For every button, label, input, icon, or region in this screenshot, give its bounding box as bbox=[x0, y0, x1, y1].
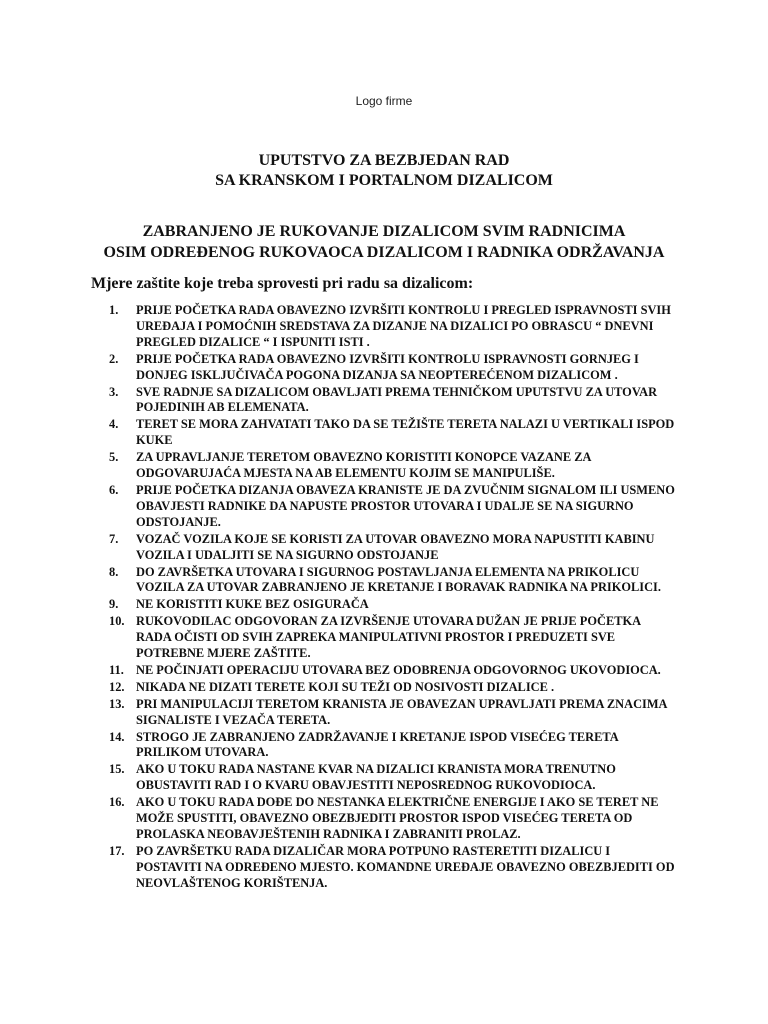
rule-number: 14. bbox=[109, 729, 125, 744]
rule-text: NIKADA NE DIZATI TERETE KOJI SU TEŽI OD NOSIVOSTI DIZALICE . bbox=[136, 679, 555, 694]
rule-item-16 bbox=[0, 795, 676, 843]
rule-number: 13. bbox=[109, 696, 125, 711]
rule-number: 6. bbox=[109, 482, 119, 497]
rule-number: 2. bbox=[109, 351, 119, 366]
rule-text: NE POČINJATI OPERACIJU UTOVARA BEZ ODOBRENJA ODGOVORNOG UKOVODIOCA. bbox=[136, 662, 661, 677]
rule-item-4 bbox=[0, 417, 676, 449]
rule-number: 12. bbox=[109, 679, 125, 694]
document-title-line-2: SA KRANSKOM I PORTALNOM DIZALICOM bbox=[215, 172, 553, 189]
rule-item-1 bbox=[0, 303, 676, 351]
rule-text: AKO U TOKU RADA NASTANE KVAR NA DIZALICI KRANISTA MORA TRENUTNO OBUSTAVITI RAD I O KVARU OBAVJESTITI NEPOSREDNOG RUKOVODIOCA. bbox=[136, 762, 616, 793]
rule-item-2 bbox=[0, 352, 676, 384]
rule-number: 4. bbox=[109, 417, 119, 432]
rule-text: AKO U TOKU RADA DOĐE DO NESTANKA ELEKTRIČNE ENERGIJE I AKO SE TERET NE MOŽE SPUSTITI, OBAVEZNO OBEZBJEDITI PROSTOR ISPOD VISEĆEG TERETA OD PROLASKA NEOBAVJEŠTENIH RADNIKA I ZABRANITI PROLAZ. bbox=[136, 795, 659, 841]
rule-text: PRI MANIPULACIJI TERETOM KRANISTA JE OBAVEZAN UPRAVLJATI PREMA ZNACIMA SIGNALISTE I VEZAČA TERETA. bbox=[136, 696, 667, 727]
rule-number: 1. bbox=[109, 303, 119, 317]
rule-item-3 bbox=[0, 385, 676, 417]
prohibition-notice-line-1: ZABRANJENO JE RUKOVANJE DIZALICOM SVIM RADNICIMA bbox=[142, 223, 626, 240]
prohibition-notice-line-2: OSIM ODREĐENOG RUKOVAOCA DIZALICOM I RADNIKA ODRŽAVANJA bbox=[103, 244, 665, 261]
rule-text: NE KORISTITI KUKE BEZ OSIGURAČA bbox=[136, 597, 369, 612]
rule-text: DO ZAVRŠETKA UTOVARA I SIGURNOG POSTAVLJANJA ELEMENTA NA PRIKOLICU VOZILA ZA UTOVAR ZABRANJENO JE KRETANJE I BORAVAK RADNIKA NA PRIKOLICI. bbox=[136, 564, 661, 595]
rule-text: RUKOVODILAC ODGOVORAN ZA IZVRŠENJE UTOVARA DUŽAN JE PRIJE POČETKA RADA OČISTI OD SVIH ZAPREKA MANIPULATIVNI PROSTOR I PREDUZETI SVE POTREBNE MJERE ZAŠTITE. bbox=[136, 614, 641, 661]
rule-item-8 bbox=[0, 565, 676, 597]
document-title bbox=[0, 151, 768, 191]
rule-text: SVE RADNJE SA DIZALICOM OBAVLJATI PREMA TEHNIČKOM UPUTSTVU ZA UTOVAR POJEDINIH AB ELEMENATA. bbox=[136, 384, 658, 415]
rule-number: 15. bbox=[109, 762, 125, 777]
rule-item-7 bbox=[0, 532, 676, 564]
company-logo-placeholder: Logo firme bbox=[355, 94, 413, 108]
rule-text: VOZAČ VOZILA KOJE SE KORISTI ZA UTOVAR OBAVEZNO MORA NAPUSTITI KABINU VOZILA I UDALJITI SE NA SIGURNO ODSTOJANJE bbox=[136, 531, 655, 562]
rule-number: 7. bbox=[109, 531, 119, 546]
rule-item-9 bbox=[0, 597, 676, 613]
rule-item-13 bbox=[0, 697, 676, 729]
rule-text: PO ZAVRŠETKU RADA DIZALIČAR MORA POTPUNO RASTERETITI DIZALICU I POSTAVITI NA ODREĐENO MJESTO. KOMANDNE UREĐAJE OBAVEZNO OBEZBJEDITI OD NEOVLAŠTENOG KORIŠTENJA. bbox=[136, 843, 675, 890]
rule-item-6 bbox=[0, 483, 676, 531]
rule-item-12 bbox=[0, 680, 676, 696]
rule-item-10 bbox=[0, 614, 676, 662]
rule-text: TERET SE MORA ZAHVATATI TAKO DA SE TEŽIŠTE TERETA NALAZI U VERTIKALI ISPOD KUKE bbox=[136, 417, 675, 448]
rule-item-14 bbox=[0, 730, 676, 762]
rule-number: 10. bbox=[109, 614, 125, 629]
rule-text: PRIJE POČETKA RADA OBAVEZNO IZVRŠITI KONTROLU I PREGLED ISPRAVNOSTI SVIH UREĐAJA I POMOĆNIH SREDSTAVA ZA DIZANJE NA DIZALICI PO OBRASCU “ DNEVNI PREGLED DIZALICE “ I ISPUNITI ISTI . bbox=[136, 303, 671, 349]
rule-text: ZA UPRAVLJANJE TERETOM OBAVEZNO KORISTITI KONOPCE VAZANE ZA ODGOVARUJAĆA MJESTA NA AB ELEMENTU KOJIM SE MANIPULIŠE. bbox=[136, 450, 591, 481]
rule-text: PRIJE POČETKA RADA OBAVEZNO IZVRŠITI KONTROLU ISPRAVNOSTI GORNJEG I DONJEG ISKLJUČIVAČA POGONA DIZANJA SA NEOPTEREĆENOM DIZALICOM . bbox=[136, 351, 639, 382]
rule-item-15 bbox=[0, 762, 676, 794]
rule-number: 17. bbox=[109, 843, 125, 858]
rule-number: 5. bbox=[109, 450, 119, 465]
rule-text: STROGO JE ZABRANJENO ZADRŽAVANJE I KRETANJE ISPOD VISEĆEG TERETA PRILIKOM UTOVARA. bbox=[136, 729, 618, 760]
safety-rules-list bbox=[0, 303, 768, 893]
rule-number: 9. bbox=[109, 597, 119, 612]
safety-measures-heading: Mjere zaštite koje treba sprovesti pri radu sa dizalicom: bbox=[91, 275, 474, 292]
document-title-line-1: UPUTSTVO ZA BEZBJEDAN RAD bbox=[258, 152, 510, 169]
rule-item-11 bbox=[0, 663, 676, 679]
rule-item-17 bbox=[0, 844, 676, 892]
rule-number: 3. bbox=[109, 384, 119, 399]
rule-number: 11. bbox=[109, 662, 124, 677]
rule-number: 8. bbox=[109, 564, 119, 579]
prohibition-notice bbox=[0, 221, 768, 263]
rule-item-5 bbox=[0, 450, 676, 482]
rule-text: PRIJE POČETKA DIZANJA OBAVEZA KRANISTE JE DA ZVUČNIM SIGNALOM ILI USMENO OBAVJESTI RADNIKE DA NAPUSTE PROSTOR UTOVARA I UDALJE SE NA SIGURNO ODSTOJANJE. bbox=[136, 482, 675, 529]
rule-number: 16. bbox=[109, 795, 125, 810]
